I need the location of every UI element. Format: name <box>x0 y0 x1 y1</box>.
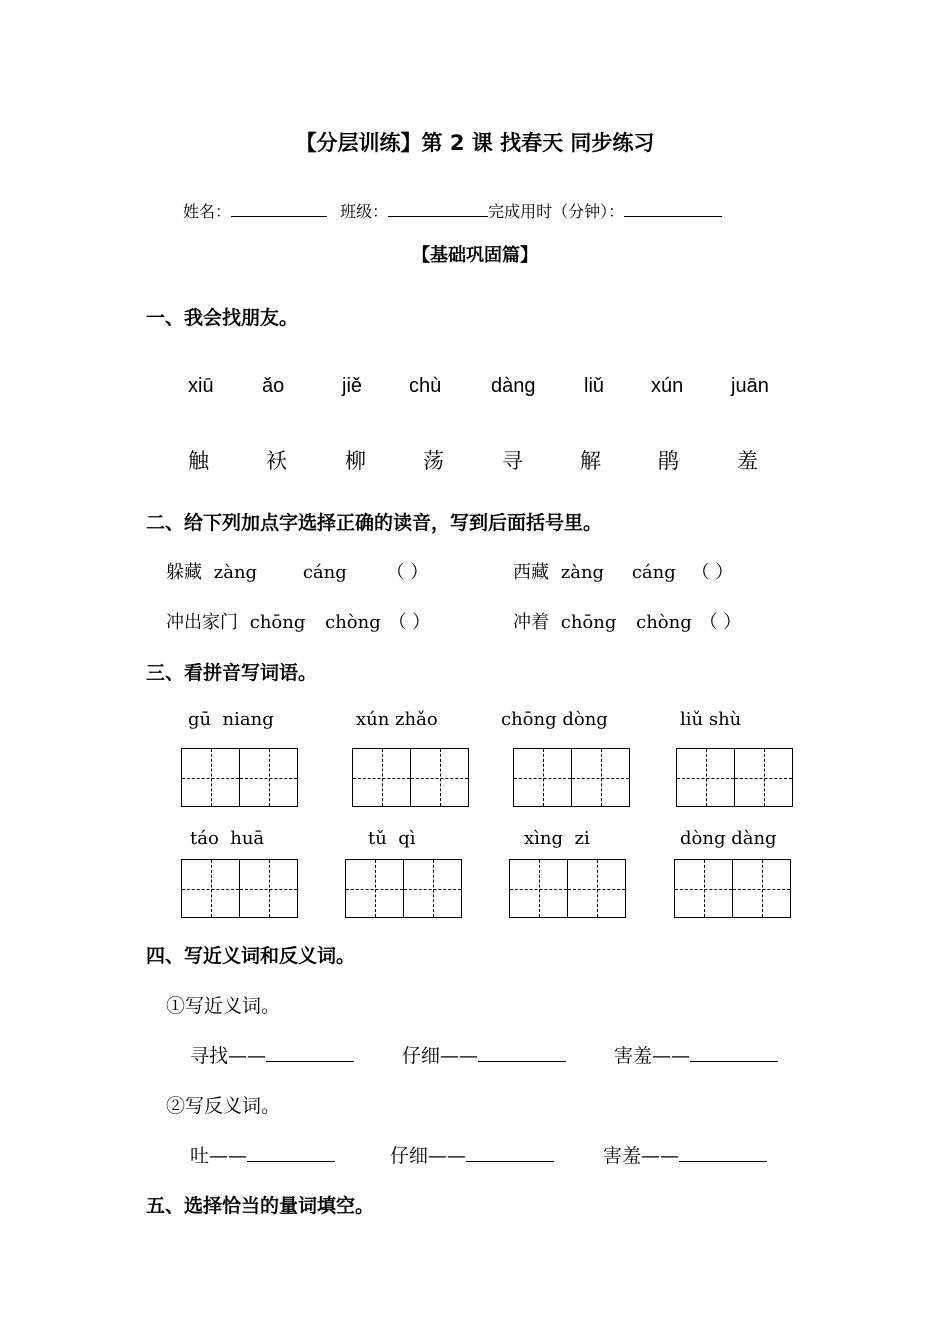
pinyin-item: dàng <box>491 375 536 397</box>
hanzi-item: 鹃 <box>658 449 679 473</box>
grid-cell[interactable] <box>514 749 571 806</box>
q2-row <box>513 558 733 584</box>
q3-pinyin: gū niang <box>188 709 274 730</box>
writing-grid[interactable] <box>513 748 630 807</box>
hanzi-item: 寻 <box>502 449 523 473</box>
grid-cell[interactable] <box>239 749 297 806</box>
name-field[interactable] <box>231 200 327 217</box>
hanzi-item: 柳 <box>345 449 366 473</box>
class-field[interactable] <box>388 200 488 217</box>
q2-option: chòng <box>636 612 692 633</box>
hanzi-item: 触 <box>188 449 209 473</box>
q2-answer-paren[interactable]: （ ） <box>691 562 734 583</box>
q2-answer-paren[interactable]: （ ） <box>388 612 431 633</box>
answer-blank[interactable] <box>266 1045 354 1062</box>
q2-row <box>513 608 741 634</box>
q2-answer-paren[interactable]: （ ） <box>386 562 429 583</box>
question-5-heading: 五、选择恰当的量词填空。 <box>146 1195 375 1217</box>
pinyin-item: chù <box>409 375 442 397</box>
antonym-item: 吐—— <box>190 1141 335 1168</box>
name-label: 姓名： <box>183 202 232 221</box>
q3-pinyin: táo huā <box>190 828 265 849</box>
grid-cell[interactable] <box>567 860 625 917</box>
answer-blank[interactable] <box>478 1045 566 1062</box>
student-info-line <box>183 199 722 222</box>
grid-cell[interactable] <box>353 749 410 806</box>
antonym-item: 仔细—— <box>390 1141 554 1168</box>
q2-row <box>166 608 430 634</box>
q3-pinyin: tǔ qì <box>368 828 416 849</box>
hanzi-item: 羞 <box>737 449 758 473</box>
class-label: 班级： <box>340 202 389 221</box>
q2-answer-paren[interactable]: （ ） <box>699 612 742 633</box>
antonym-item: 害羞—— <box>603 1141 767 1168</box>
synonym-item: 害羞—— <box>614 1041 778 1068</box>
pinyin-item: xún <box>651 375 684 397</box>
page-title: 【分层训练】第 2 课 找春天 同步练习 <box>295 131 655 155</box>
synonym-item: 寻找—— <box>190 1041 354 1068</box>
writing-grid[interactable] <box>509 859 626 918</box>
time-label: 完成用时（分钟）： <box>488 202 625 221</box>
grid-cell[interactable] <box>182 749 239 806</box>
answer-blank[interactable] <box>679 1145 767 1162</box>
grid-cell[interactable] <box>410 749 468 806</box>
grid-cell[interactable] <box>510 860 567 917</box>
grid-cell[interactable] <box>571 749 629 806</box>
q2-option: chōng <box>560 612 617 633</box>
time-field[interactable] <box>624 200 722 217</box>
pinyin-item: liǔ <box>584 375 605 397</box>
q3-pinyin: liǔ shù <box>680 709 742 730</box>
q2-option: chōng <box>249 612 306 633</box>
pinyin-item: juān <box>731 375 769 397</box>
antonym-subheading: ②写反义词。 <box>166 1095 281 1117</box>
pinyin-item: xiū <box>188 375 214 397</box>
q2-option: zàng <box>213 562 258 583</box>
q2-option: cáng <box>631 562 676 583</box>
grid-cell[interactable] <box>182 860 239 917</box>
q2-option: zàng <box>560 562 605 583</box>
q2-option: cáng <box>302 562 347 583</box>
hanzi-item: 袄 <box>266 449 287 473</box>
writing-grid[interactable] <box>676 748 793 807</box>
question-3-heading: 三、看拼音写词语。 <box>146 662 318 684</box>
writing-grid[interactable] <box>345 859 462 918</box>
section-subtitle: 【基础巩固篇】 <box>412 245 538 266</box>
grid-cell[interactable] <box>403 860 461 917</box>
grid-cell[interactable] <box>732 860 790 917</box>
answer-blank[interactable] <box>690 1045 778 1062</box>
q2-word: 躲藏 <box>166 562 202 583</box>
synonym-subheading: ①写近义词。 <box>166 995 281 1017</box>
writing-grid[interactable] <box>181 859 298 918</box>
q2-word: 西藏 <box>513 562 549 583</box>
answer-blank[interactable] <box>247 1145 335 1162</box>
hanzi-item: 荡 <box>423 449 444 473</box>
writing-grid[interactable] <box>674 859 791 918</box>
q2-word: 冲着 <box>513 612 549 633</box>
q3-pinyin: chōng dòng <box>501 709 608 730</box>
pinyin-item: jiě <box>342 375 363 397</box>
q3-pinyin: xún zhǎo <box>356 709 438 730</box>
grid-cell[interactable] <box>675 860 732 917</box>
writing-grid[interactable] <box>181 748 298 807</box>
question-1-heading: 一、我会找朋友。 <box>146 307 299 329</box>
grid-cell[interactable] <box>239 860 297 917</box>
hanzi-item: 解 <box>580 449 601 473</box>
answer-blank[interactable] <box>466 1145 554 1162</box>
question-2-heading: 二、给下列加点字选择正确的读音，写到后面括号里。 <box>146 512 603 534</box>
synonym-item: 仔细—— <box>402 1041 566 1068</box>
question-4-heading: 四、写近义词和反义词。 <box>146 945 356 967</box>
grid-cell[interactable] <box>734 749 792 806</box>
grid-cell[interactable] <box>346 860 403 917</box>
writing-grid[interactable] <box>352 748 469 807</box>
q3-pinyin: xìng zi <box>524 828 590 849</box>
q2-row <box>166 558 428 584</box>
q3-pinyin: dòng dàng <box>680 828 777 849</box>
pinyin-item: ǎo <box>262 375 285 397</box>
grid-cell[interactable] <box>677 749 734 806</box>
q2-word: 冲出家门 <box>166 612 238 633</box>
q2-option: chòng <box>325 612 381 633</box>
